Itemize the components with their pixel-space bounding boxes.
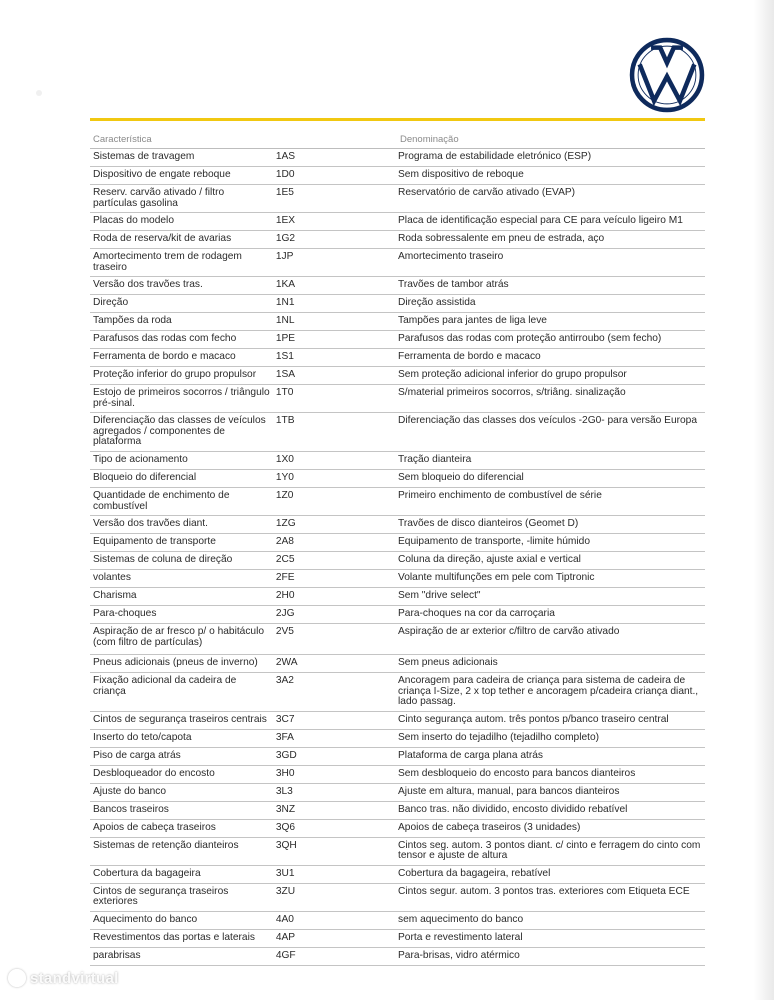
row-feature: Pneus adicionais (pneus de inverno) (93, 657, 258, 668)
row-feature: Ajuste do banco (93, 785, 167, 797)
row-feature: Quantidade de enchimento de combustível (93, 490, 230, 512)
row-code: 1Z0 (275, 490, 294, 501)
row-feature: Desbloqueador do encosto (93, 767, 215, 779)
row-name: Cintos segur. autom. 3 pontos tras. exteriores com Etiqueta ECE (398, 885, 690, 897)
row-feature: Sistemas de retenção dianteiros (93, 839, 239, 851)
row-name: Programa de estabilidade eletrónico (ESP) (398, 151, 592, 162)
row-code: 1EX (275, 215, 296, 226)
row-feature: Versão dos travões diant. (93, 518, 208, 529)
row-name: Plataforma de carga plana atrás (398, 749, 543, 761)
header-ghost-dot (36, 90, 42, 96)
table-row (90, 948, 705, 966)
table-row (90, 413, 705, 452)
row-feature: Ferramenta de bordo e macaco (93, 351, 236, 362)
row-feature: Tipo de acionamento (93, 454, 188, 465)
row-name: Sem pneus adicionais (398, 657, 498, 668)
row-code: 1SA (275, 369, 296, 380)
table-row (90, 331, 705, 349)
row-name: Diferenciação das classes dos veículos -2G0- para versão Europa (398, 415, 697, 426)
table-row (90, 624, 705, 655)
table-row (90, 249, 705, 277)
row-feature: Dispositivo de engate reboque (93, 169, 231, 180)
table-row (90, 912, 705, 930)
equipment-table (90, 132, 705, 966)
row-name: Ancoragem para cadeira de criança para sistema de cadeira de criança I-Size, 2 x top tether e ancoragem p/cadeira criança diant., lado passag. (398, 675, 699, 707)
row-name: S/material primeiros socorros, s/triâng. sinalização (398, 387, 626, 398)
row-feature: Reserv. carvão ativado / filtro partículas gasolina (93, 187, 225, 209)
row-feature: volantes (93, 572, 131, 583)
row-name: Cintos seg. autom. 3 pontos diant. c/ cinto e ferragem do cinto com tensor e ajuste de altura (398, 839, 701, 861)
table-row (90, 367, 705, 385)
row-name: Placa de identificação especial para CE para veículo ligeiro M1 (398, 215, 683, 226)
row-feature: Parafusos das rodas com fecho (93, 333, 237, 344)
table-row (90, 784, 705, 802)
row-code: 3H0 (275, 767, 295, 779)
table-row (90, 673, 705, 712)
header-code (277, 132, 400, 148)
row-feature: Estojo de primeiros socorros / triângulo pré-sinal. (93, 387, 270, 409)
row-code: 2C5 (275, 554, 295, 565)
row-code: 1D0 (275, 169, 295, 180)
header-feature: Característica (93, 134, 152, 145)
row-feature: Versão dos travões tras. (93, 279, 203, 290)
table-row (90, 349, 705, 367)
row-code: 2FE (275, 572, 295, 583)
table-row (90, 588, 705, 606)
table-row (90, 748, 705, 766)
row-name: Equipamento de transporte, -limite húmido (398, 536, 590, 547)
row-feature: Equipamento de transporte (93, 536, 216, 547)
row-feature: Sistemas de coluna de direção (93, 554, 233, 565)
table-row (90, 655, 705, 673)
row-feature: Piso de carga atrás (93, 749, 181, 761)
row-code: 1AS (275, 151, 296, 162)
row-name: Tampões para jantes de liga leve (398, 315, 547, 326)
row-code: 3U1 (275, 867, 295, 879)
row-feature: Revestimentos das portas e laterais (93, 931, 255, 943)
table-row (90, 884, 705, 912)
table-row (90, 712, 705, 730)
row-code: 4A0 (275, 913, 294, 925)
table-row (90, 488, 705, 516)
row-code: 1TB (275, 415, 295, 426)
row-code: 3GD (275, 749, 297, 761)
table-row (90, 313, 705, 331)
row-code: 4AP (275, 931, 296, 943)
row-code: 3Q6 (275, 821, 296, 833)
table-body (90, 149, 705, 966)
row-code: 1PE (275, 333, 296, 344)
watermark-text: standvirtual (30, 969, 119, 987)
row-feature: Tampões da roda (93, 315, 172, 326)
table-row (90, 802, 705, 820)
row-feature: Placas do modelo (93, 215, 174, 226)
row-feature: Bloqueio do diferencial (93, 472, 197, 483)
row-name: Aspiração de ar exterior c/filtro de carvão ativado (398, 626, 620, 637)
row-feature: Charisma (93, 590, 137, 601)
row-code: 3L3 (275, 785, 293, 797)
row-feature: Cobertura da bagageira (93, 867, 201, 879)
row-feature: Amortecimento trem de rodagem traseiro (93, 251, 242, 273)
row-code: 3A2 (275, 675, 294, 686)
row-code: 2A8 (275, 536, 294, 547)
table-row (90, 766, 705, 784)
row-feature: Cintos de segurança traseiros centrais (93, 713, 267, 725)
row-code: 1X0 (275, 454, 294, 465)
row-code: 3QH (275, 839, 297, 851)
table-row (90, 534, 705, 552)
row-feature: Roda de reserva/kit de avarias (93, 233, 232, 244)
row-name: Primeiro enchimento de combustível de série (398, 490, 602, 501)
row-code: 3ZU (275, 885, 296, 897)
row-name: Travões de disco dianteiros (Geomet D) (398, 518, 579, 529)
table-row (90, 277, 705, 295)
table-row (90, 838, 705, 866)
row-feature: Apoios de cabeça traseiros (93, 821, 216, 833)
table-row (90, 295, 705, 313)
row-name: Para-brisas, vidro atérmico (398, 949, 520, 961)
row-name: Ajuste em altura, manual, para bancos dianteiros (398, 785, 620, 797)
row-name: Sem proteção adicional inferior do grupo propulsor (398, 369, 627, 380)
standvirtual-logo-icon (8, 969, 26, 987)
row-name: sem aquecimento do banco (398, 913, 524, 925)
table-row (90, 820, 705, 838)
row-feature: Inserto do teto/capota (93, 731, 192, 743)
table-row (90, 606, 705, 624)
row-code: 3C7 (275, 713, 295, 725)
watermark (8, 964, 119, 992)
row-feature: Para-choques (93, 608, 157, 619)
row-code: 1T0 (275, 387, 294, 398)
row-name: Cinto segurança autom. três pontos p/banco traseiro central (398, 713, 669, 725)
row-name: Sem inserto do tejadilho (tejadilho completo) (398, 731, 600, 743)
table-header (90, 132, 705, 149)
row-code: 1NL (275, 315, 295, 326)
row-feature: Direção (93, 297, 129, 308)
row-name: Travões de tambor atrás (398, 279, 509, 290)
row-name: Volante multifunções em pele com Tiptronic (398, 572, 595, 583)
row-name: Amortecimento traseiro (398, 251, 504, 262)
row-name: Porta e revestimento lateral (398, 931, 523, 943)
row-name: Banco tras. não dividido, encosto dividido rebatível (398, 803, 628, 815)
row-feature: Aquecimento do banco (93, 913, 198, 925)
row-name: Reservatório de carvão ativado (EVAP) (398, 187, 576, 198)
row-code: 1ZG (275, 518, 296, 529)
row-name: Para-choques na cor da carroçaria (398, 608, 555, 619)
table-row (90, 149, 705, 167)
row-code: 3NZ (275, 803, 296, 815)
row-name: Cobertura da bagageira, rebatível (398, 867, 551, 879)
page-edge-shadow (754, 0, 774, 1000)
vw-logo-icon (629, 37, 705, 113)
row-name: Apoios de cabeça traseiros (3 unidades) (398, 821, 581, 833)
row-code: 3FA (275, 731, 294, 743)
row-name: Roda sobressalente em pneu de estrada, aço (398, 233, 605, 244)
row-code: 1JP (275, 251, 294, 262)
table-row (90, 452, 705, 470)
header-rule (90, 118, 705, 121)
row-name: Sem dispositivo de reboque (398, 169, 524, 180)
row-code: 1Y0 (275, 472, 294, 483)
table-row (90, 570, 705, 588)
row-code: 2V5 (275, 626, 294, 637)
table-row (90, 866, 705, 884)
table-row (90, 185, 705, 213)
row-name: Parafusos das rodas com proteção antirroubo (sem fecho) (398, 333, 662, 344)
row-code: 1E5 (275, 187, 294, 198)
row-code: 2JG (275, 608, 295, 619)
row-feature: parabrisas (93, 949, 141, 961)
row-feature: Fixação adicional da cadeira de criança (93, 675, 237, 697)
row-code: 1N1 (275, 297, 295, 308)
table-row (90, 930, 705, 948)
row-feature: Diferenciação das classes de veículos agregados / componentes de plataforma (93, 415, 266, 447)
row-name: Direção assistida (398, 297, 476, 308)
row-feature: Aspiração de ar fresco p/ o habitáculo (com filtro de partículas) (93, 626, 265, 648)
header-ghost-graphic (80, 55, 360, 105)
row-feature: Proteção inferior do grupo propulsor (93, 369, 257, 380)
row-code: 1G2 (275, 233, 296, 244)
row-name: Ferramenta de bordo e macaco (398, 351, 541, 362)
row-code: 1KA (275, 279, 296, 290)
row-code: 2H0 (275, 590, 295, 601)
table-row (90, 385, 705, 413)
row-code: 1S1 (275, 351, 294, 362)
table-row (90, 516, 705, 534)
table-row (90, 213, 705, 231)
row-feature: Bancos traseiros (93, 803, 169, 815)
row-code: 4GF (275, 949, 296, 961)
header-name: Denominação (400, 134, 459, 145)
row-code: 2WA (275, 657, 298, 668)
table-row (90, 552, 705, 570)
row-name: Sem bloqueio do diferencial (398, 472, 524, 483)
row-feature: Sistemas de travagem (93, 151, 195, 162)
table-row (90, 167, 705, 185)
table-row (90, 730, 705, 748)
row-name: Coluna da direção, ajuste axial e vertical (398, 554, 581, 565)
table-row (90, 231, 705, 249)
row-name: Tração dianteira (398, 454, 472, 465)
row-name: Sem desbloqueio do encosto para bancos dianteiros (398, 767, 636, 779)
row-name: Sem "drive select" (398, 590, 481, 601)
table-row (90, 470, 705, 488)
row-feature: Cintos de segurança traseiros exteriores (93, 885, 229, 907)
